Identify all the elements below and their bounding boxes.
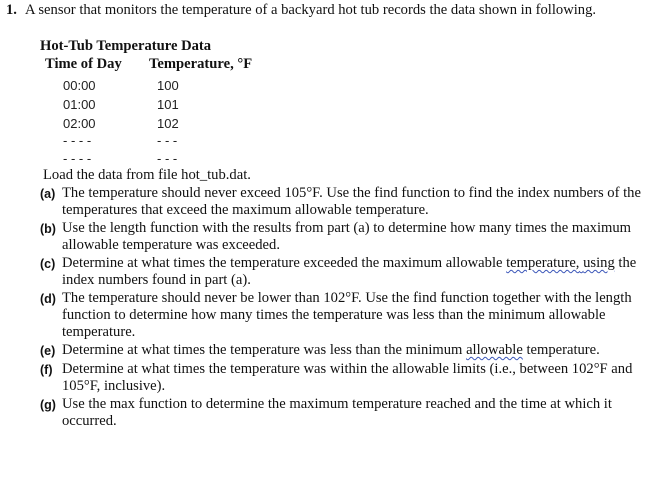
spellcheck-underlined-word: allowable bbox=[466, 342, 523, 358]
table-cell-temperature: - - - bbox=[157, 133, 178, 148]
question-intro: A sensor that monitors the temperature of a backyard hot tub records the data shown in following. bbox=[25, 2, 597, 18]
part-label: (e) bbox=[40, 344, 56, 358]
table-cell-temperature: 102 bbox=[157, 116, 179, 131]
table-cell-temperature: 100 bbox=[157, 78, 179, 93]
question-part-g bbox=[40, 396, 652, 430]
part-text: The temperature should never exceed 105°F. Use the find function to find the index numbers of the temperatures that exceed the maximum allowable temperature. bbox=[62, 185, 641, 218]
spellcheck-underlined-word: temperature, bbox=[506, 255, 580, 271]
part-label: (b) bbox=[40, 222, 56, 236]
column-header-temperature: Temperature, °F bbox=[149, 56, 253, 72]
question-part-e bbox=[40, 342, 652, 360]
table-cell-temperature: 101 bbox=[157, 97, 179, 112]
part-text: Use the length function with the results from part (a) to determine how many times the maximum allowable temperature was exceeded. bbox=[62, 220, 632, 253]
question-part-c bbox=[40, 255, 652, 289]
table-cell-time: - - - - bbox=[63, 133, 92, 148]
question-part-d bbox=[40, 290, 652, 341]
part-text-segment: Determine at what times the temperature was less than the minimum bbox=[62, 342, 467, 358]
table-cell-time: - - - - bbox=[63, 151, 92, 166]
load-instruction: Load the data from file hot_tub.dat. bbox=[43, 167, 251, 183]
table-cell-temperature: - - - bbox=[157, 151, 178, 166]
part-label: (g) bbox=[40, 398, 56, 412]
question-part-f bbox=[40, 361, 652, 395]
part-text: Determine at what times the temperature was within the allowable limits (i.e., between 102°F and 105°F, inclusive). bbox=[62, 361, 633, 394]
part-text: The temperature should never be lower than 102°F. Use the find function together with the length function to determine how many times the temperature was less than the minimum allowable temperature. bbox=[62, 290, 632, 340]
table-title: Hot-Tub Temperature Data bbox=[40, 38, 212, 54]
part-label: (f) bbox=[40, 363, 53, 377]
question-part-b bbox=[40, 220, 652, 254]
part-text-segment: temperature. bbox=[522, 342, 600, 358]
table-cell-time: 00:00 bbox=[63, 78, 96, 93]
part-label: (a) bbox=[40, 187, 56, 201]
part-label: (d) bbox=[40, 292, 56, 306]
question-parts bbox=[40, 185, 652, 431]
column-header-time: Time of Day bbox=[45, 56, 122, 72]
question-number: 1. bbox=[6, 2, 17, 18]
part-text bbox=[62, 255, 652, 289]
part-text: Use the max function to determine the maximum temperature reached and the time at which it occurred. bbox=[62, 396, 612, 429]
part-text bbox=[62, 342, 652, 360]
part-text-segment: Determine at what times the temperature exceeded the maximum allowable bbox=[62, 255, 507, 271]
question-part-a bbox=[40, 185, 652, 219]
part-text-segment: the index numbers found in part (a). bbox=[62, 255, 637, 288]
spellcheck-underlined-word: using bbox=[583, 255, 615, 271]
table-cell-time: 02:00 bbox=[63, 116, 96, 131]
part-label: (c) bbox=[40, 257, 56, 271]
table-cell-time: 01:00 bbox=[63, 97, 96, 112]
